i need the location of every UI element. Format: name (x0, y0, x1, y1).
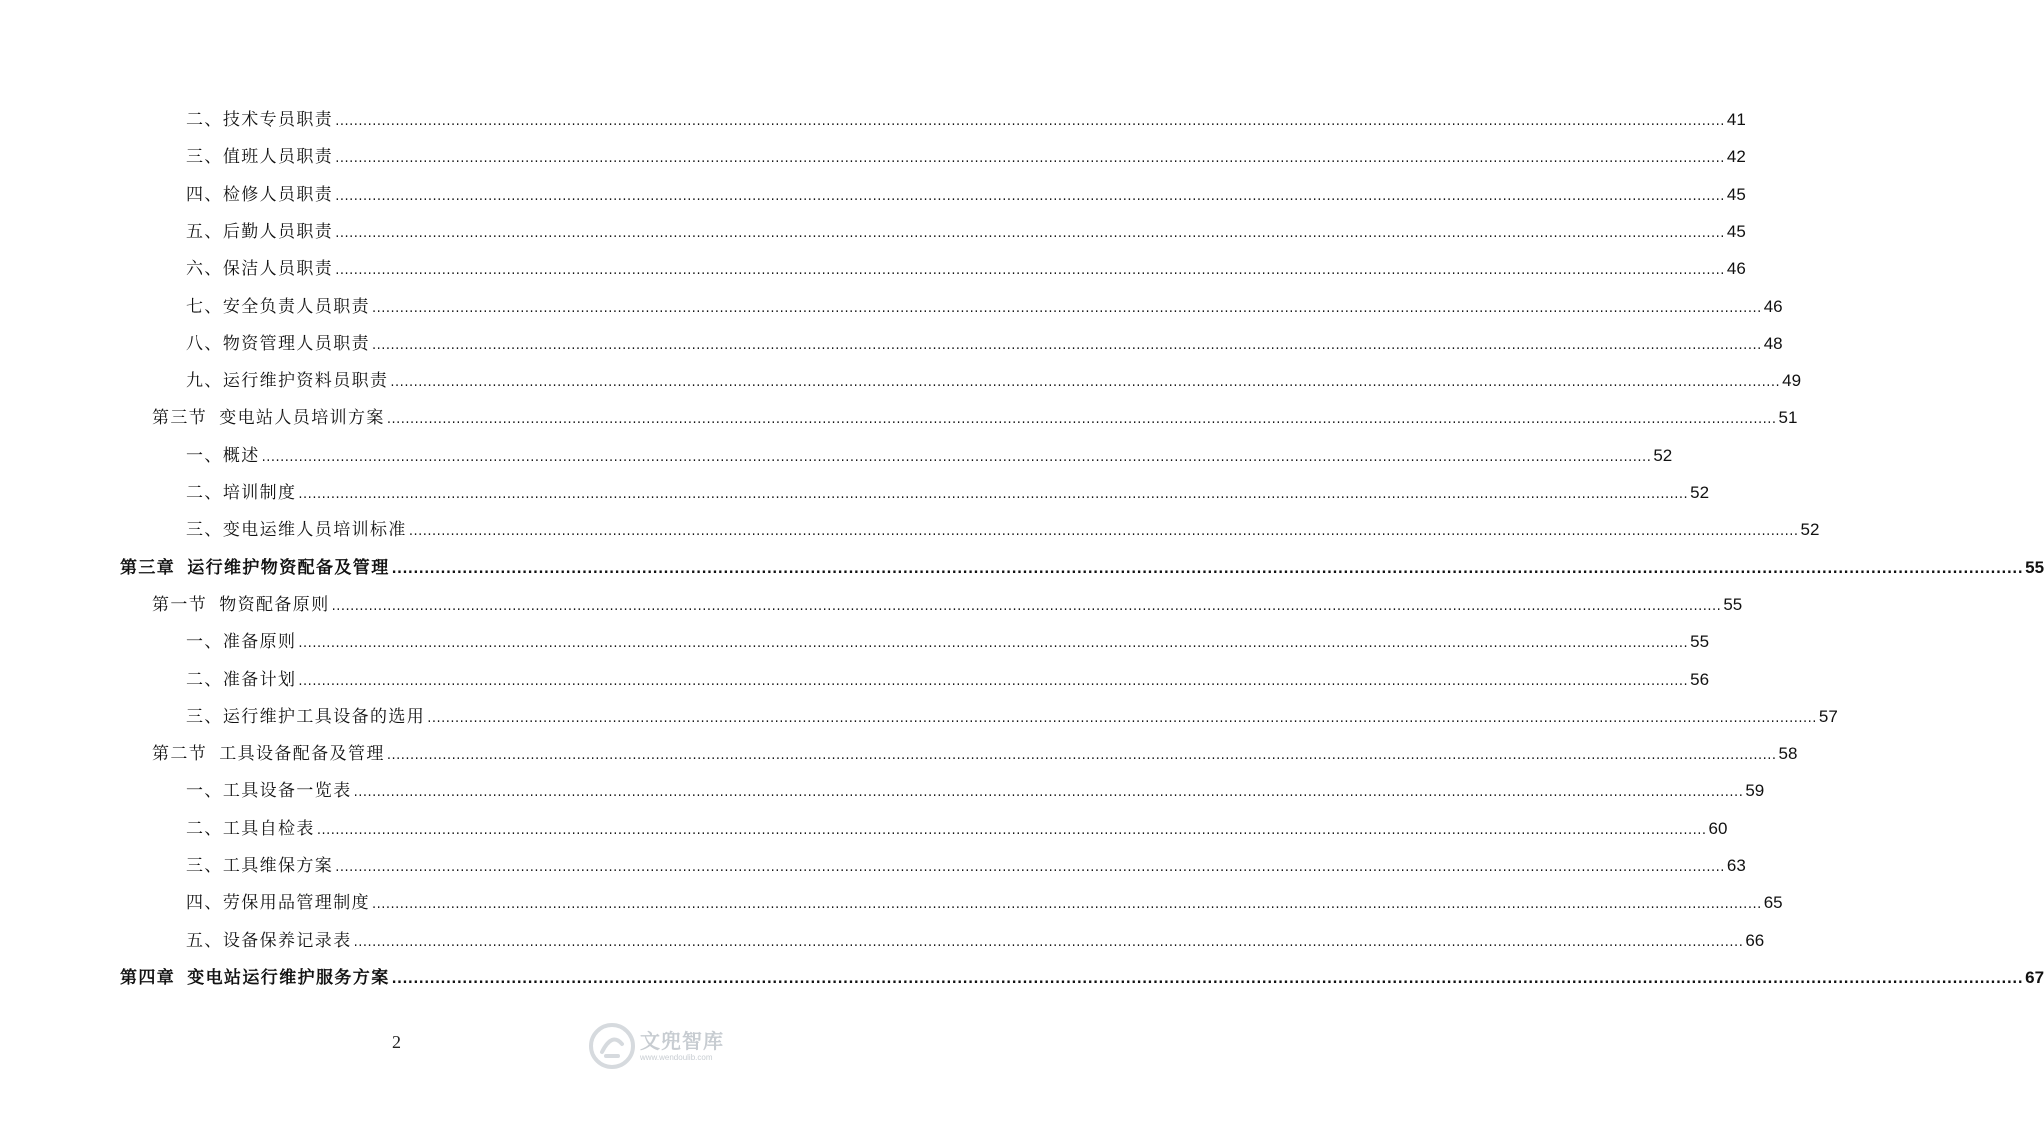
toc-entry-title: 准备计划 (222, 669, 297, 690)
toc-entry-section (152, 594, 1743, 616)
toc-leader-dots: ............................................................................................................................................................................................................................................................................................................ (335, 225, 1725, 241)
toc-entry-title: 变电站人员培训方案 (219, 408, 385, 429)
toc-entry-item (186, 706, 1838, 728)
toc-entry-chapter (120, 967, 2044, 989)
toc-entry-number: 一、 (186, 632, 223, 653)
toc-entry-title: 安全负责人员职责 (222, 296, 371, 317)
toc-leader-dots: ............................................................................................................................................................................................................................................................................................................ (316, 822, 1707, 838)
toc-entry-number: 第二节 (152, 744, 208, 765)
toc-entry-item (186, 296, 1783, 318)
toc-entry-item (186, 519, 1820, 541)
toc-leader-dots: ............................................................................................................................................................................................................................................................................................................ (353, 785, 1744, 801)
toc-entry-item (186, 669, 1710, 691)
watermark-title: 文兜智库 (640, 1029, 724, 1053)
toc-entry-title: 工具自检表 (222, 818, 315, 839)
toc-entry-page: 60 (1708, 818, 1728, 838)
toc-entry-number: 二、 (186, 110, 223, 130)
toc-leader-dots: ............................................................................................................................................................................................................................................................................................................ (386, 412, 1777, 428)
toc-entry-page: 55 (1723, 594, 1743, 614)
toc-entry-number: 一、 (186, 445, 223, 466)
toc-leader-dots: ............................................................................................................................................................................................................................................................................................................ (372, 897, 1762, 913)
toc-entry-page: 51 (1778, 408, 1798, 428)
toc-leader-dots: ............................................................................................................................................................................................................................................................................................................ (390, 375, 1781, 391)
toc-entry-section (152, 407, 1798, 429)
toc-entry-title: 工具设备一览表 (222, 781, 352, 802)
toc-entry-item (186, 370, 1802, 392)
toc-leader-dots: ............................................................................................................................................................................................................................................................................................................ (335, 188, 1725, 204)
toc-entry-title: 后勤人员职责 (222, 221, 334, 242)
toc-entry-page: 46 (1726, 259, 1746, 279)
toc-entry-page: 45 (1726, 184, 1746, 204)
toc-entry-item (186, 818, 1728, 840)
toc-entry-title: 劳保用品管理制度 (222, 893, 371, 914)
toc-entry-page: 55 (2025, 557, 2044, 577)
toc-entry-page: 52 (1653, 445, 1673, 465)
toc-entry-title: 概述 (222, 445, 260, 466)
toc-entry-page: 45 (1726, 221, 1746, 241)
toc-leader-dots: ............................................................................................................................................................................................................................................................................................................ (298, 673, 1689, 689)
toc-entry-number: 三、 (186, 520, 223, 541)
toc-entry-number: 第三章 (120, 557, 176, 578)
toc-leader-dots: ............................................................................................................................................................................................................................................................................................................ (391, 561, 2024, 577)
toc-entry-page: 52 (1800, 520, 1820, 540)
toc-entry-page: 42 (1726, 147, 1746, 167)
toc-entry-item (186, 631, 1710, 653)
toc-entry-item (186, 221, 1746, 243)
toc-entry-title: 运行维护工具设备的选用 (222, 706, 426, 727)
toc-leader-dots: ............................................................................................................................................................................................................................................................................................................ (335, 151, 1725, 167)
toc-entry-page: 56 (1690, 669, 1710, 689)
toc-entry-page: 67 (2025, 967, 2044, 987)
toc-leader-dots: ............................................................................................................................................................................................................................................................................................................ (335, 860, 1725, 875)
toc-entry-page: 41 (1726, 110, 1746, 129)
toc-entry-number: 第四章 (120, 967, 176, 988)
toc-entry-item (186, 855, 1746, 877)
watermark-url: www.wendoulib.com (640, 1053, 713, 1062)
toc-entry-number: 二、 (186, 483, 223, 503)
toc-entry-number: 四、 (186, 184, 223, 205)
toc-entry-chapter (120, 557, 2044, 579)
toc-entry-number: 二、 (186, 818, 223, 839)
toc-entry-page: 66 (1745, 930, 1765, 950)
page-number: 2 (392, 1032, 401, 1052)
toc-entry-item (186, 258, 1746, 280)
toc-entry-number: 二、 (186, 669, 223, 690)
toc-entry-title: 设备保养记录表 (222, 930, 352, 951)
toc-entry-title: 培训制度 (222, 483, 297, 503)
toc-entry-title: 值班人员职责 (222, 147, 334, 168)
toc-entry-item (186, 184, 1746, 206)
toc-leader-dots: ............................................................................................................................................................................................................................................................................................................ (391, 971, 2024, 987)
toc-entry-number: 第一节 (152, 594, 208, 615)
toc-entry-page: 59 (1745, 781, 1765, 801)
toc-entry-item (186, 333, 1783, 355)
toc-entry-title: 工具维保方案 (222, 856, 334, 876)
toc-entry-title: 准备原则 (222, 632, 297, 653)
watermark-logo-icon (588, 1022, 636, 1070)
toc-leader-dots: ............................................................................................................................................................................................................................................................................................................ (372, 300, 1762, 316)
toc-entry-item (186, 892, 1783, 914)
toc-entry-title: 技术专员职责 (222, 110, 334, 130)
toc-leader-dots: ............................................................................................................................................................................................................................................................................................................ (427, 710, 1817, 726)
toc-entry-number: 三、 (186, 856, 223, 876)
toc-entry-item (186, 445, 1673, 467)
toc-leader-dots: ............................................................................................................................................................................................................................................................................................................ (298, 487, 1689, 502)
toc-entry-item (186, 930, 1765, 952)
toc-entry-page: 57 (1818, 706, 1838, 726)
toc-leader-dots: ............................................................................................................................................................................................................................................................................................................ (335, 263, 1725, 279)
toc-entry-page: 63 (1726, 856, 1746, 875)
toc-leader-dots: ............................................................................................................................................................................................................................................................................................................ (298, 636, 1689, 652)
toc-entry-page: 65 (1763, 893, 1783, 913)
toc-entry-page: 52 (1690, 483, 1710, 502)
toc-entry-number: 八、 (186, 333, 223, 354)
toc-entry-page: 55 (1690, 632, 1710, 652)
toc-entry-number: 第三节 (152, 408, 208, 429)
toc-entry-page: 48 (1763, 333, 1783, 353)
toc-leader-dots: ............................................................................................................................................................................................................................................................................................................ (331, 598, 1722, 614)
toc-leader-dots: ............................................................................................................................................................................................................................................................................................................ (408, 524, 1799, 540)
toc-entry-number: 九、 (186, 371, 223, 392)
toc-leader-dots: ............................................................................................................................................................................................................................................................................................................ (386, 748, 1777, 764)
toc-entry-title: 保洁人员职责 (222, 259, 334, 280)
toc-entry-number: 五、 (186, 930, 223, 951)
toc-entry-item (186, 482, 1710, 504)
toc-entry-item (186, 780, 1765, 802)
toc-leader-dots: ............................................................................................................................................................................................................................................................................................................ (353, 934, 1744, 950)
toc-entry-number: 七、 (186, 296, 223, 317)
toc-entry-title: 物资配备原则 (219, 594, 330, 615)
toc-entry-title: 工具设备配备及管理 (219, 744, 385, 765)
toc-entry-number: 四、 (186, 893, 223, 914)
toc-entry-number: 六、 (186, 259, 223, 280)
toc-entry-title: 物资管理人员职责 (222, 333, 371, 354)
toc-entry-page: 49 (1782, 371, 1802, 391)
toc-entry-number: 三、 (186, 706, 223, 727)
toc-entry-title: 检修人员职责 (222, 184, 334, 205)
toc-entry-number: 三、 (186, 147, 223, 168)
toc-entry-item (186, 146, 1746, 168)
toc-entry-page: 46 (1763, 296, 1783, 316)
toc-entry-title: 变电运维人员培训标准 (222, 520, 407, 541)
toc-entry-title: 变电站运行维护服务方案 (187, 967, 390, 988)
toc-entry-section (152, 743, 1798, 765)
toc-entry-title: 运行维护物资配备及管理 (187, 557, 390, 578)
watermark (588, 1018, 753, 1074)
toc-entry-title: 运行维护资料员职责 (222, 371, 389, 392)
toc-leader-dots: ............................................................................................................................................................................................................................................................................................................ (261, 449, 1652, 465)
toc-leader-dots: ............................................................................................................................................................................................................................................................................................................ (335, 114, 1725, 129)
toc-entry-page: 58 (1778, 744, 1798, 764)
toc-leader-dots: ............................................................................................................................................................................................................................................................................................................ (372, 337, 1762, 353)
toc-entry-number: 五、 (186, 221, 223, 242)
toc-entry-number: 一、 (186, 781, 223, 802)
toc-entry-item (186, 109, 1746, 131)
